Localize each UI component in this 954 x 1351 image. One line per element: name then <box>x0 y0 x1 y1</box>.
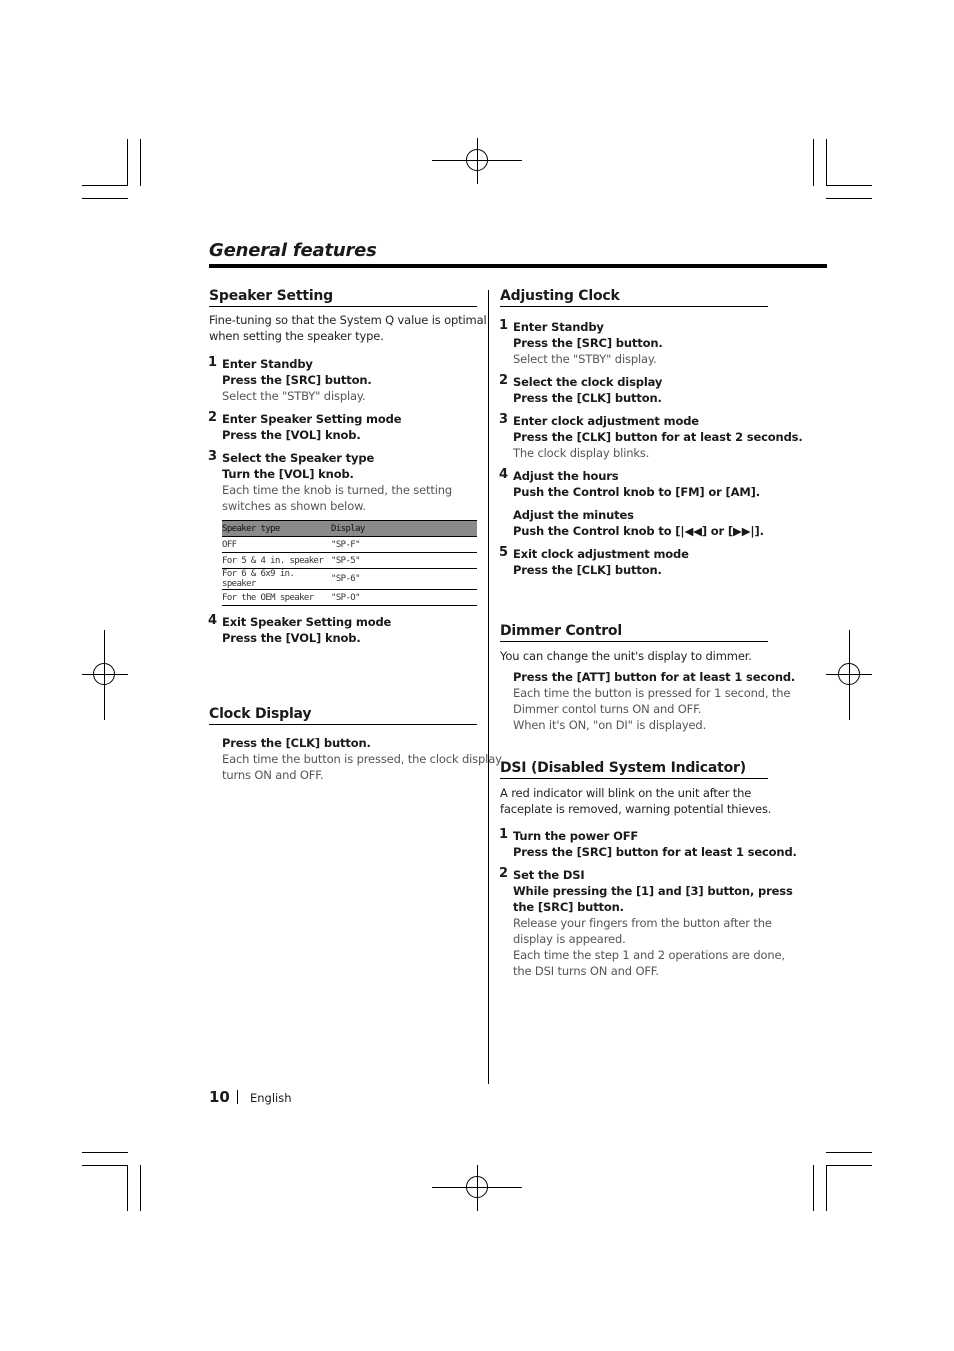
step-number: 3 <box>208 449 218 464</box>
step-action: Push the Control knob to [|◀◀] or [▶▶|]. <box>513 524 764 538</box>
step-title: Select the clock display <box>513 375 663 389</box>
step-note: the DSI turns ON and OFF. <box>513 964 659 978</box>
table-cell: OFF <box>222 537 331 553</box>
step-note: Select the "STBY" display. <box>513 352 657 366</box>
speaker-setting-intro-2: when setting the speaker type. <box>209 329 384 343</box>
step-note: Each time the button is pressed for 1 second, the <box>513 686 791 700</box>
step-number: 2 <box>499 866 509 881</box>
step-number: 2 <box>499 373 509 388</box>
page-number: 10 <box>209 1088 230 1106</box>
section-title-clock-display: Clock Display <box>209 705 477 725</box>
step-title: Exit Speaker Setting mode <box>222 615 392 629</box>
speaker-type-table <box>222 520 477 606</box>
table-header-row <box>222 521 477 537</box>
step-action: Press the [CLK] button. <box>222 736 371 750</box>
table-header: Speaker type <box>222 521 331 537</box>
section-title-adjusting-clock: Adjusting Clock <box>500 287 768 307</box>
step-note: Select the "STBY" display. <box>222 389 366 403</box>
table-cell: "SP-5" <box>331 553 477 569</box>
step-number: 1 <box>499 318 509 333</box>
page-title: General features <box>209 240 377 261</box>
step-title: Adjust the minutes <box>513 508 634 522</box>
step-action: While pressing the [1] and [3] button, press <box>513 884 793 898</box>
step-note: Each time the button is pressed, the clock display <box>222 752 502 766</box>
table-cell: For 6 & 6x9 in. speaker <box>222 569 331 590</box>
step-note: turns ON and OFF. <box>222 768 324 782</box>
step-title: Enter Standby <box>513 320 604 334</box>
dsi-intro-2: faceplate is removed, warning potential thieves. <box>500 802 772 816</box>
step-note: switches as shown below. <box>222 499 366 513</box>
step-title: Enter Standby <box>222 357 313 371</box>
step-number: 1 <box>499 827 509 842</box>
step-action: Press the [ATT] button for at least 1 second. <box>513 670 796 684</box>
step-action: Press the [VOL] knob. <box>222 631 361 645</box>
section-title-dimmer-control: Dimmer Control <box>500 622 768 642</box>
step-note: Each time the step 1 and 2 operations are done, <box>513 948 785 962</box>
section-title-dsi: DSI (Disabled System Indicator) <box>500 759 768 779</box>
step-action: Press the [CLK] button. <box>513 563 662 577</box>
table-row <box>222 537 477 553</box>
step-note: When it's ON, "on DI" is displayed. <box>513 718 707 732</box>
section-title-speaker-setting: Speaker Setting <box>209 287 477 307</box>
table-cell: "SP-F" <box>331 537 477 553</box>
step-action: the [SRC] button. <box>513 900 624 914</box>
table-cell: For 5 & 4 in. speaker <box>222 553 331 569</box>
step-title: Select the Speaker type <box>222 451 375 465</box>
step-number: 2 <box>208 410 218 425</box>
table-row <box>222 553 477 569</box>
footer-language: English <box>250 1091 292 1105</box>
step-number: 5 <box>499 545 509 560</box>
footer-separator <box>237 1090 238 1104</box>
step-number: 3 <box>499 412 509 427</box>
step-action: Press the [CLK] button for at least 2 seconds. <box>513 430 803 444</box>
step-title: Exit clock adjustment mode <box>513 547 689 561</box>
step-action: Press the [SRC] button. <box>513 336 663 350</box>
step-note: Dimmer contol turns ON and OFF. <box>513 702 702 716</box>
table-cell: "SP-O" <box>331 590 477 606</box>
table-cell: "SP-6" <box>331 569 477 590</box>
table-header: Display <box>331 521 477 537</box>
table-row <box>222 590 477 606</box>
step-title: Set the DSI <box>513 868 585 882</box>
step-number: 4 <box>208 613 218 628</box>
step-title: Enter Speaker Setting mode <box>222 412 402 426</box>
step-title: Adjust the hours <box>513 469 619 483</box>
step-number: 1 <box>208 355 218 370</box>
step-action: Press the [CLK] button. <box>513 391 662 405</box>
step-action: Press the [VOL] knob. <box>222 428 361 442</box>
title-rule <box>209 264 827 268</box>
step-note: display is appeared. <box>513 932 626 946</box>
step-note: The clock display blinks. <box>513 446 650 460</box>
step-note: Each time the knob is turned, the setting <box>222 483 453 497</box>
step-title: Enter clock adjustment mode <box>513 414 699 428</box>
column-divider <box>488 290 489 1084</box>
step-note: Release your fingers from the button after the <box>513 916 772 930</box>
dimmer-intro: You can change the unit's display to dimmer. <box>500 649 752 663</box>
step-number: 4 <box>499 467 509 482</box>
step-action: Push the Control knob to [FM] or [AM]. <box>513 485 760 499</box>
table-cell: For the OEM speaker <box>222 590 331 606</box>
table-row <box>222 569 477 590</box>
speaker-setting-intro-1: Fine-tuning so that the System Q value is optimal <box>209 313 487 327</box>
dsi-intro-1: A red indicator will blink on the unit after the <box>500 786 752 800</box>
step-action: Turn the [VOL] knob. <box>222 467 354 481</box>
step-title: Turn the power OFF <box>513 829 639 843</box>
step-action: Press the [SRC] button. <box>222 373 372 387</box>
step-action: Press the [SRC] button for at least 1 second. <box>513 845 797 859</box>
